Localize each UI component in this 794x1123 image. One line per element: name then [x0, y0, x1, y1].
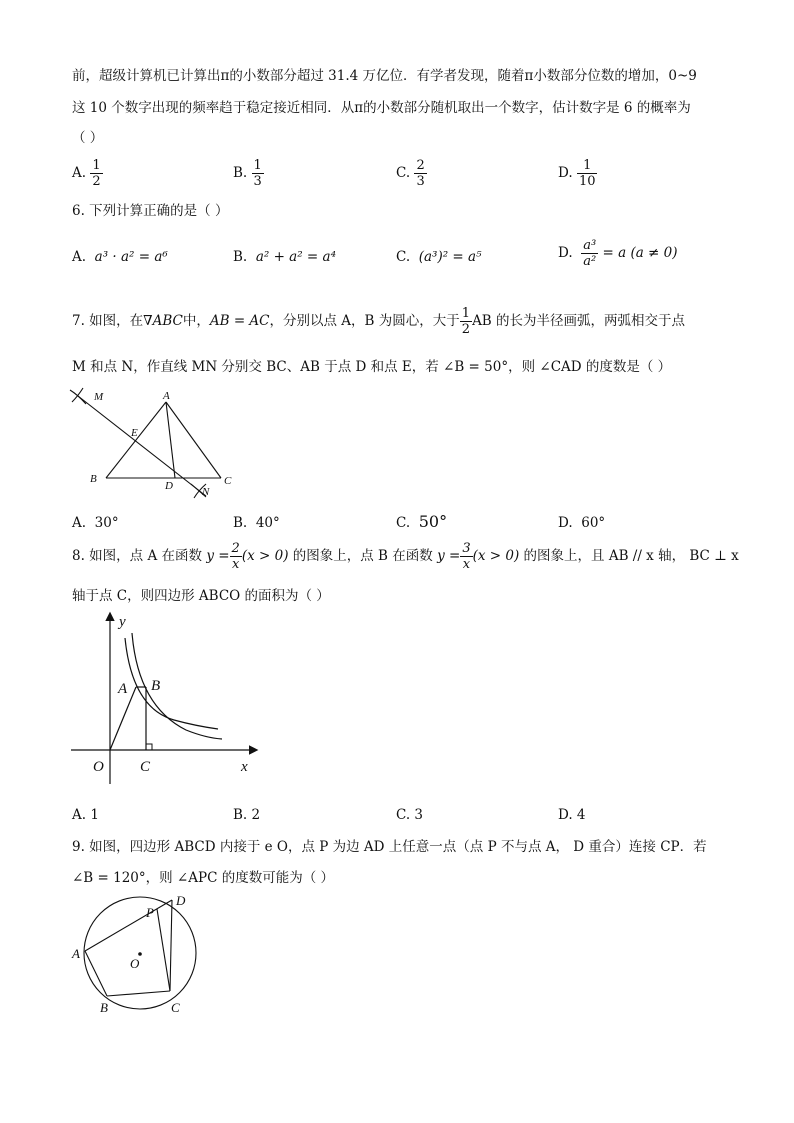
- curve-y-2-over-x: [125, 638, 218, 729]
- label-y: y: [119, 614, 126, 630]
- expression: a³ · a² = a⁶: [94, 249, 168, 265]
- q5-line3: （ ）: [72, 130, 104, 146]
- fraction: $\frac{1}{10}$: [578, 158, 596, 189]
- q7-line1: [72, 306, 685, 337]
- label-n: N: [202, 486, 210, 498]
- option-label: A.: [72, 515, 87, 531]
- fraction-half: $\frac{1}{2}$: [461, 306, 471, 337]
- q5-option-d: [558, 158, 597, 189]
- fraction: $\frac{1}{3}$: [253, 158, 262, 189]
- option-label: B.: [233, 249, 248, 265]
- side-ac: [166, 402, 221, 478]
- condition: (x > 0): [241, 548, 289, 564]
- option-label: A.: [72, 165, 87, 181]
- text: 中，: [182, 313, 210, 329]
- label-b: B: [151, 678, 161, 694]
- option-label: C.: [396, 165, 411, 181]
- option-label: C.: [396, 249, 411, 265]
- q9-figure: [66, 890, 216, 1020]
- q6-option-b: [233, 249, 336, 265]
- option-text: 60°: [581, 515, 606, 531]
- option-label: D.: [558, 165, 573, 181]
- label-a: A: [72, 946, 80, 961]
- fraction: $\frac{2}{3}$: [416, 158, 425, 189]
- side-cd: [170, 900, 172, 991]
- q8-figure: [66, 608, 266, 794]
- text: AB 的长为半径画弧，两弧相交于点: [472, 313, 686, 329]
- q9-line1: 9. 如图，四边形 ABCD 内接于 e O，点 P 为边 AD 上任意一点（点 P 不与点 A， D 重合）连接 CP．若: [72, 839, 707, 855]
- expression: a² + a² = a⁴: [255, 249, 336, 265]
- q7-option-b: [233, 515, 280, 531]
- arc-m2: [72, 388, 83, 402]
- text: ，分别以点 A，B 为圆心，大于: [269, 313, 460, 329]
- label-o: O: [130, 956, 140, 971]
- q9-line2: ∠B = 120°，则 ∠APC 的度数可能为（ ）: [72, 870, 334, 886]
- q5-line1: 前，超级计算机已计算出π的小数部分超过 31.4 万亿位．有学者发现，随着π小数部分位数的增加，0~9: [72, 68, 697, 84]
- expression: (a³)² = a⁵: [418, 249, 482, 265]
- option-text: 40°: [255, 515, 280, 531]
- q7-option-a: [72, 515, 119, 531]
- expression: = a (a ≠ 0): [602, 245, 678, 261]
- q8-line1: [72, 541, 739, 572]
- q5-option-c: [396, 158, 427, 189]
- option-label: B.: [233, 515, 248, 531]
- option-label: C.: [396, 515, 411, 531]
- q7-line2: M 和点 N，作直线 MN 分别交 BC、AB 于点 D 和点 E，若 ∠B = 50°，则 ∠CAD 的度数是（ ）: [72, 359, 672, 375]
- label-x: x: [241, 759, 248, 775]
- fraction: $\frac{3}{x}$: [462, 541, 471, 572]
- label-d: D: [165, 480, 173, 492]
- q8-line2: 轴于点 C，则四边形 ABCO 的面积为（ ）: [72, 588, 330, 604]
- q8-option-a: A. 1: [72, 807, 99, 823]
- text: 的图象上，且 AB // x 轴， BC ⊥ x: [523, 548, 739, 564]
- fraction: $\frac{1}{2}$: [92, 158, 101, 189]
- label-a: A: [163, 390, 170, 402]
- text: 7. 如图，在: [72, 313, 144, 329]
- label-o: O: [93, 759, 104, 775]
- q5-line2: 这 10 个数字出现的频率趋于稳定接近相同．从π的小数部分随机取出一个数字，估计数字是 6 的概率为: [72, 100, 691, 116]
- option-text: 50°: [418, 512, 448, 531]
- label-e: E: [131, 427, 138, 439]
- side-ab: [106, 402, 166, 478]
- option-label: B.: [233, 165, 248, 181]
- line-mn: [78, 396, 206, 496]
- side-bc: [107, 991, 170, 996]
- q8-option-d: D. 4: [558, 807, 586, 823]
- label-a: A: [118, 681, 128, 697]
- label-d: D: [176, 893, 186, 908]
- label-c: C: [140, 759, 151, 775]
- q5-option-b: [233, 158, 264, 189]
- option-label: A.: [72, 249, 87, 265]
- label-c: C: [224, 475, 232, 487]
- label-c: C: [171, 1000, 180, 1015]
- q7-option-c: [396, 512, 447, 531]
- q6-option-a: [72, 249, 168, 265]
- q7-figure: [66, 384, 246, 502]
- y-equals: y =: [437, 548, 461, 564]
- condition: (x > 0): [472, 548, 520, 564]
- y-equals: y =: [206, 548, 230, 564]
- label-p: P: [146, 905, 154, 920]
- text: 8. 如图，点 A 在函数: [72, 548, 203, 564]
- right-angle-mark: [146, 744, 152, 750]
- q5-option-a: [72, 158, 103, 189]
- q8-option-c: C. 3: [396, 807, 424, 823]
- option-label: D.: [558, 515, 573, 531]
- q6-stem: 6. 下列计算正确的是（ ）: [72, 203, 229, 219]
- option-label: D.: [558, 245, 573, 261]
- q8-option-b: B. 2: [233, 807, 261, 823]
- side-ad: [85, 900, 172, 951]
- triangle-symbol: ∇ABC: [143, 313, 183, 329]
- fraction: $\frac{2}{x}$: [231, 541, 240, 572]
- label-b: B: [100, 1000, 108, 1015]
- q6-option-c: [396, 249, 482, 265]
- fraction: $\frac{\text{a³}}{\text{a²}}$: [583, 238, 597, 269]
- text: 的图象上，点 B 在函数: [292, 548, 433, 564]
- segment-cp: [157, 909, 170, 991]
- option-text: 30°: [94, 515, 119, 531]
- label-b: B: [90, 473, 97, 485]
- q7-option-d: [558, 515, 605, 531]
- q6-option-d: [558, 238, 678, 269]
- label-m: M: [94, 391, 104, 403]
- equation: AB = AC: [209, 313, 270, 329]
